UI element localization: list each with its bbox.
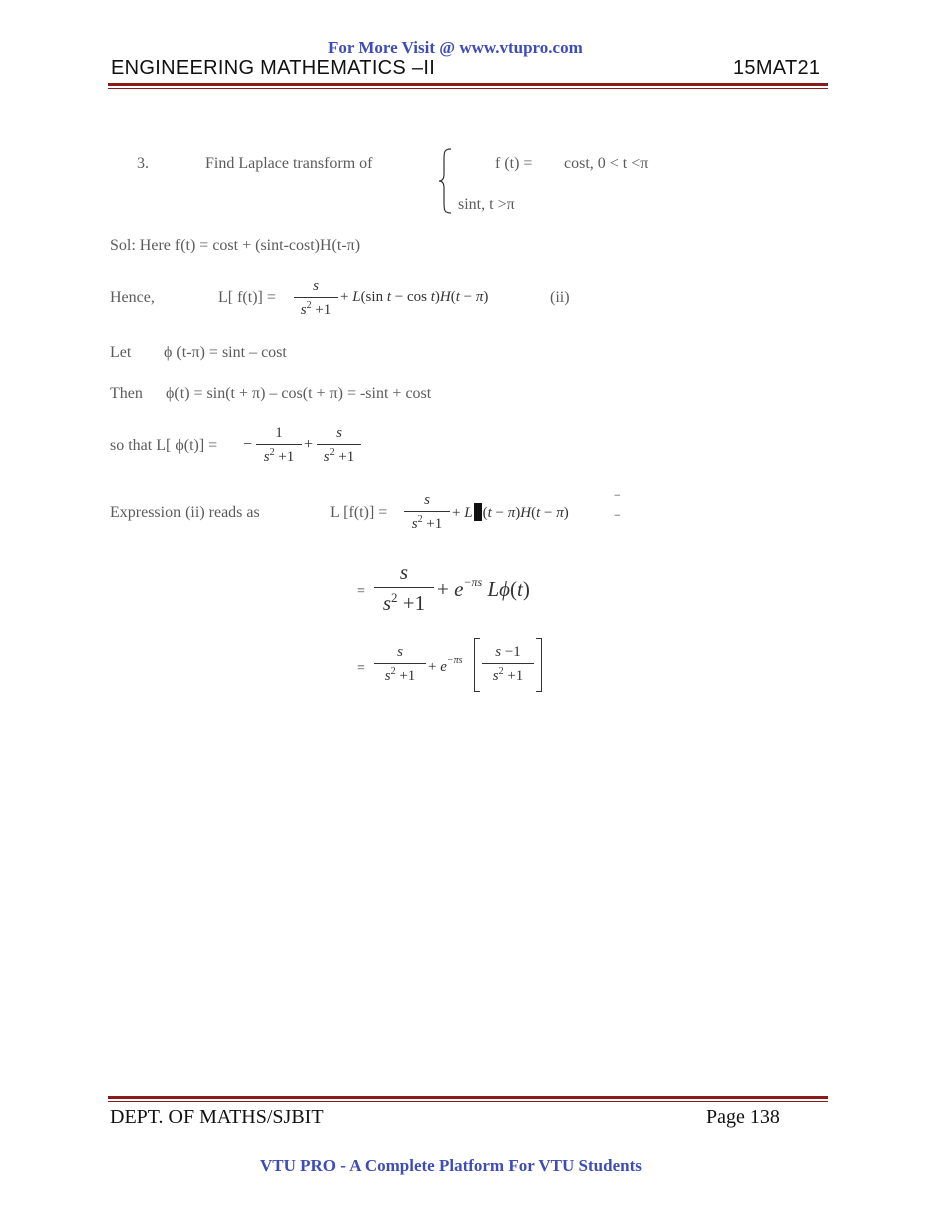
- expression-fraction: s $s^2 +1$: [404, 492, 450, 533]
- problem-number: 3.: [137, 155, 149, 172]
- solution-statement: Sol: Here f(t) = cost + (sint-cost)H(t-π): [110, 237, 361, 254]
- then-expression: ϕ(t) = sin(t + π) – cos(t + π) = -sint + cost: [166, 385, 432, 402]
- step1-rhs: + $e^{-\pi s}$ Lϕ(t): [437, 575, 530, 601]
- hence-fraction: s $s^2 +1$: [294, 278, 338, 319]
- department-label: DEPT. OF MATHS/SJBIT: [110, 1106, 324, 1128]
- problem-prompt: Find Laplace transform of: [205, 155, 373, 172]
- hence-lhs: L[ f(t)] =: [218, 289, 276, 306]
- step2-left-bracket: [474, 638, 480, 692]
- minus-sign: −: [243, 436, 253, 453]
- sothat-fraction-2: s $s^2 +1$: [317, 425, 361, 466]
- curly-brace-icon: [438, 148, 452, 214]
- step2-equals: =: [357, 661, 365, 676]
- hence-label: Hence,: [110, 289, 155, 306]
- step2-fraction: s $s^2 +1$: [374, 644, 426, 685]
- sothat-lhs: so that L[ ϕ(t)] =: [110, 437, 218, 454]
- step2-inner-fraction: s −1 $s^2 +1$: [482, 644, 534, 685]
- header-rule-thick: [108, 83, 828, 86]
- page-number: Page 138: [706, 1106, 780, 1128]
- expression-label: Expression (ii) reads as: [110, 504, 260, 521]
- let-expression: ϕ (t-π) = sint – cost: [164, 344, 287, 361]
- expression-rhs: + L (t − π)H(t − π): [452, 505, 569, 521]
- expression-lhs: L [f(t)] =: [330, 504, 388, 521]
- step2-right-bracket: [536, 638, 542, 692]
- step1-fraction: s $s^2 +1$: [374, 560, 434, 616]
- step2-exp: + $e^{-\pi s}$: [428, 655, 463, 675]
- footer-tagline-link[interactable]: VTU PRO - A Complete Platform For VTU Students: [260, 1156, 642, 1175]
- sothat-fraction-1: 1 $s^2 +1$: [256, 425, 302, 466]
- case2: sint, t >π: [458, 196, 515, 213]
- document-title: ENGINEERING MATHEMATICS –II: [111, 57, 436, 79]
- hence-rhs: + L(sin t − cos t)H(t − π): [340, 289, 489, 305]
- then-label: Then: [110, 385, 143, 402]
- case1-lhs: f (t) =: [495, 155, 533, 172]
- bracket-mark: − −: [614, 488, 621, 522]
- equation-tag: (ii): [550, 289, 570, 306]
- plus-sign: +: [304, 436, 314, 453]
- footer-rule-thick: [108, 1096, 828, 1099]
- let-label: Let: [110, 344, 132, 361]
- case1-rhs: cost, 0 < t <π: [564, 155, 649, 172]
- course-code: 15MAT21: [733, 57, 821, 79]
- step1-equals: =: [357, 584, 365, 599]
- header-link[interactable]: For More Visit @ www.vtupro.com: [328, 38, 583, 57]
- footer-rule-thin: [108, 1101, 828, 1102]
- header-rule-thin: [108, 88, 828, 89]
